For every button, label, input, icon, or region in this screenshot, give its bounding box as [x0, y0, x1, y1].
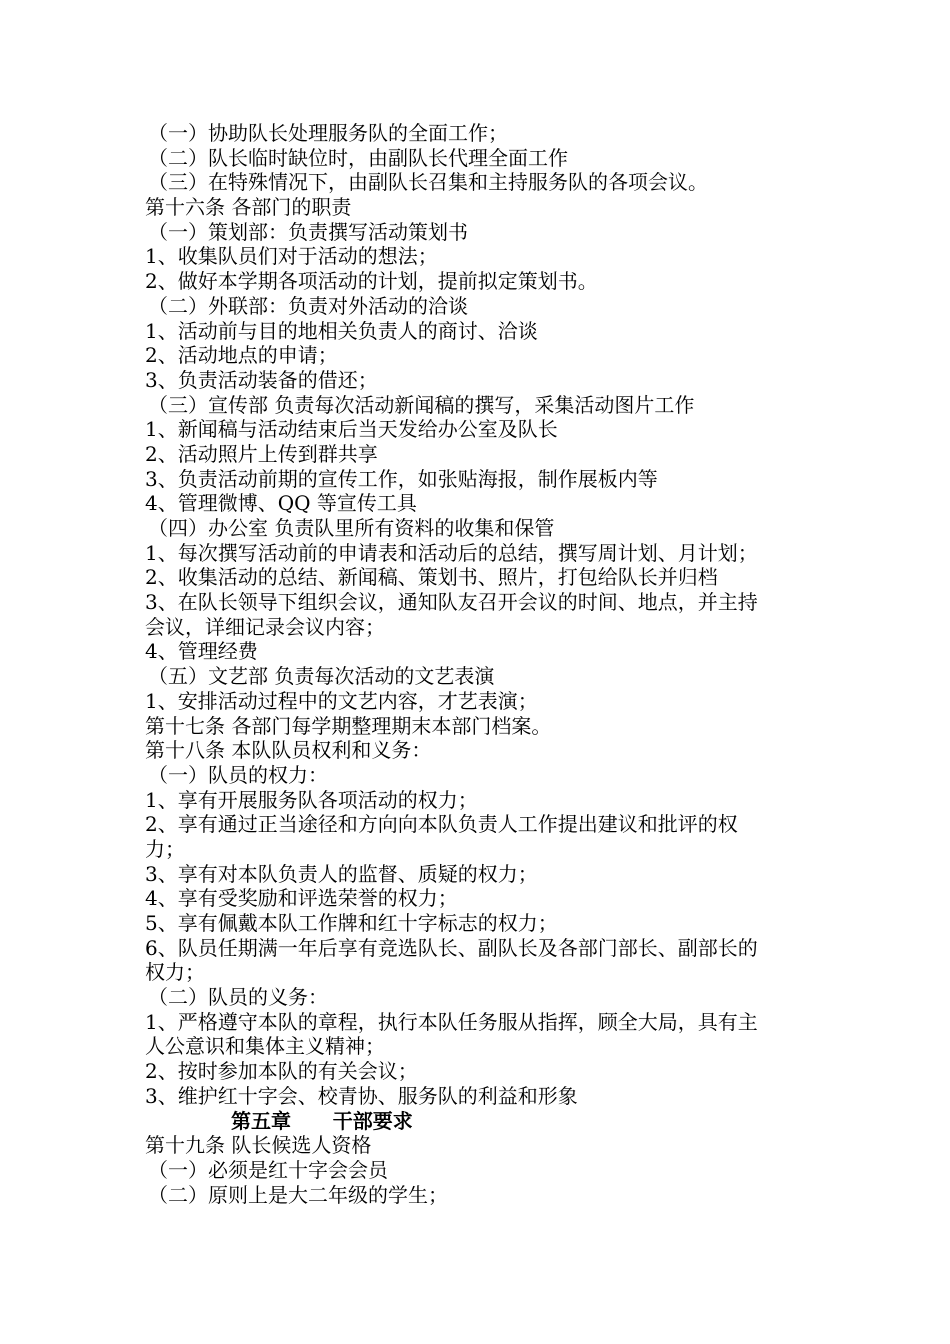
text-line: 3、在队长领导下组织会议，通知队友召开会议的时间、地点，并主持 [145, 590, 758, 615]
text-line: 人公意识和集体主义精神； [145, 1034, 385, 1059]
text-line: 第十八条 本队队员权利和义务： [145, 738, 432, 763]
text-line: 1、安排活动过程中的文艺内容，才艺表演； [145, 688, 538, 713]
text-line: 4、管理经费 [145, 639, 258, 664]
text-line: （一）必须是红十字会会员 [148, 1157, 388, 1182]
text-line: （一）协助队长处理服务队的全面工作； [148, 121, 508, 145]
text-line: 1、享有开展服务队各项活动的权力； [145, 787, 478, 812]
text-line: 4、管理微博、QQ 等宣传工具 [145, 491, 417, 516]
text-line: 第十六条 各部门的职责 [145, 195, 352, 220]
text-line: 2、活动照片上传到群共享 [145, 441, 378, 466]
text-line: 4、享有受奖励和评选荣誉的权力； [145, 886, 458, 911]
text-line: （一）策划部：负责撰写活动策划书 [148, 219, 468, 244]
text-line: 1、活动前与目的地相关负责人的商讨、洽谈 [145, 318, 538, 343]
text-line: 2、活动地点的申请； [145, 343, 338, 368]
text-line: 1、收集队员们对于活动的想法； [145, 244, 438, 269]
text-line: 1、新闻稿与活动结束后当天发给办公室及队长 [145, 417, 558, 442]
text-line: 权力； [145, 960, 205, 985]
text-line: 6、队员任期满一年后享有竞选队长、副队长及各部门部长、副部长的 [145, 935, 758, 960]
text-line: （三）在特殊情况下，由副队长召集和主持服务队的各项会议。 [148, 170, 708, 195]
document-body [145, 121, 815, 1207]
text-line: （二）队长临时缺位时，由副队长代理全面工作 [148, 145, 568, 170]
text-line: 1、每次撰写活动前的申请表和活动后的总结，撰写周计划、月计划； [145, 540, 758, 565]
text-line: （五）文艺部 负责每次活动的文艺表演 [148, 664, 495, 689]
text-line: （一）队员的权力： [148, 762, 328, 787]
text-line: 5、享有佩戴本队工作牌和红十字标志的权力； [145, 911, 558, 935]
text-line: 3、负责活动装备的借还； [145, 367, 378, 392]
text-line: 1、严格遵守本队的章程，执行本队任务服从指挥，顾全大局，具有主 [145, 1009, 758, 1034]
text-line: 2、收集活动的总结、新闻稿、策划书、照片，打包给队长并归档 [145, 565, 718, 590]
text-line: （三）宣传部 负责每次活动新闻稿的撰写，采集活动图片工作 [148, 392, 695, 417]
text-line: （二）原则上是大二年级的学生； [148, 1182, 448, 1207]
text-line: （二）队员的义务： [148, 985, 328, 1010]
chapter-heading: 第五章 干部要求 [231, 1108, 413, 1133]
text-line: 会议，详细记录会议内容； [145, 614, 385, 639]
text-line: 第十七条 各部门每学期整理期末本部门档案。 [145, 713, 552, 738]
text-line: 3、享有对本队负责人的监督、质疑的权力； [145, 861, 538, 886]
text-line: （四）办公室 负责队里所有资料的收集和保管 [148, 516, 555, 540]
text-line: 3、负责活动前期的宣传工作，如张贴海报，制作展板内等 [145, 466, 658, 491]
clause-list-tail [145, 1133, 815, 1207]
text-line: 3、维护红十字会、校青协、服务队的利益和形象 [145, 1083, 578, 1108]
text-line: （二）外联部：负责对外活动的洽谈 [148, 293, 468, 318]
text-line: 2、按时参加本队的有关会议； [145, 1059, 418, 1084]
text-line: 2、享有通过正当途径和方向向本队负责人工作提出建议和批评的权 [145, 812, 738, 837]
text-line: 第十九条 队长候选人资格 [145, 1133, 372, 1158]
text-line: 2、做好本学期各项活动的计划，提前拟定策划书。 [145, 269, 598, 294]
text-line: 力； [145, 836, 185, 861]
clause-list [145, 121, 815, 1109]
